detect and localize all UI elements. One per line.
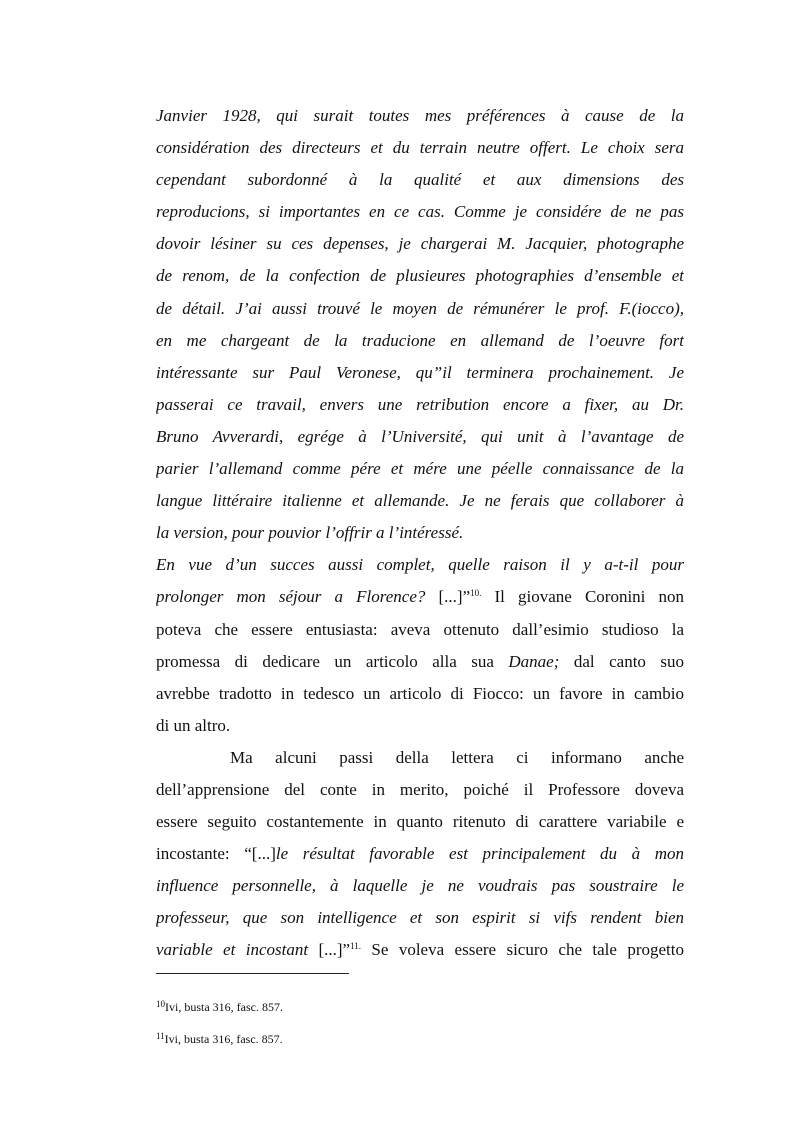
- text-line: Ma alcuni passi della lettera ci informano anche: [230, 747, 684, 767]
- text-line: parier l’allemand comme pére et mére une péelle connaissance de la: [156, 459, 684, 479]
- footnote-ref-11[interactable]: 11.: [350, 941, 362, 952]
- text-line: poteva che essere entusiasta: aveva ottenuto dall’esimio studioso la: [156, 619, 684, 639]
- text-line: cependant subordonné à la qualité et aux dimensions des: [156, 170, 684, 190]
- footnote-number: 11: [156, 1031, 165, 1041]
- body-text: incostante: “[...]: [156, 844, 276, 864]
- ellipsis-text: [...]”: [438, 587, 471, 607]
- text-line: de renom, de la confection de plusieures photographies d’ensemble et: [156, 266, 684, 286]
- footnote-text: Ivi, busta 316, fasc. 857.: [164, 1032, 283, 1046]
- footnote-ref-10[interactable]: 10.: [470, 588, 482, 599]
- footnote-10: [156, 1000, 283, 1014]
- text-line: professeur, que son intelligence et son espirit si vifs rendent bien: [156, 908, 684, 928]
- body-text: Il giovane Coronini non: [494, 587, 684, 607]
- quote-text: variable et incostant: [156, 940, 309, 960]
- footnote-11: [156, 1032, 283, 1046]
- text-line: Janvier 1928, qui surait toutes mes préférences à cause de la: [156, 106, 684, 125]
- text-line: dell’apprensione del conte in merito, poiché il Professore doveva: [156, 779, 684, 799]
- text-line: [156, 838, 684, 870]
- text-line: [156, 934, 684, 966]
- ellipsis-text: [...]”: [318, 940, 351, 960]
- text-line: En vue d’un succes aussi complet, quelle raison il y a-t-il pour: [156, 555, 684, 575]
- body-text: dal canto suo: [573, 651, 684, 671]
- text-line: [156, 581, 684, 613]
- text-line: la version, pour pouvior l’offrir a l’intéressé.: [156, 523, 464, 543]
- text-line: de détail. J’ai aussi trouvé le moyen de rémunérer le prof. F.(iocco),: [156, 298, 684, 318]
- text-line: influence personnelle, à laquelle je ne voudrais pas soustraire le: [156, 876, 684, 896]
- footnote-number: 10: [156, 999, 165, 1009]
- text-line: considération des directeurs et du terrain neutre offert. Le choix sera: [156, 138, 684, 158]
- quote-text: prolonger mon séjour a Florence?: [156, 587, 426, 607]
- text-line: en me chargeant de la traducione en allemand de l’oeuvre fort: [156, 330, 684, 350]
- artwork-title: Danae;: [508, 651, 560, 671]
- text-line: avrebbe tradotto in tedesco un articolo di Fiocco: un favore in cambio: [156, 683, 684, 703]
- body-text: Se voleva essere sicuro che tale progetto: [371, 940, 684, 960]
- text-line: [156, 646, 684, 678]
- text-line: Bruno Avverardi, egrége à l’Université, qui unit à l’avantage de: [156, 426, 684, 446]
- text-line: dovoir lésiner su ces depenses, je chargerai M. Jacquier, photographe: [156, 234, 684, 254]
- quote-text: le résultat favorable est principalement du à mon: [275, 844, 684, 864]
- text-line: passerai ce travail, envers une retribution encore a fixer, au Dr.: [156, 394, 684, 414]
- footnote-text: Ivi, busta 316, fasc. 857.: [165, 1000, 283, 1014]
- text-line: intéressante sur Paul Veronese, qu”il terminera prochainement. Je: [156, 362, 684, 382]
- text-line: di un altro.: [156, 715, 231, 735]
- footnote-divider: [156, 973, 349, 974]
- text-line: essere seguito costantemente in quanto ritenuto di carattere variabile e: [156, 812, 684, 832]
- text-line: reproducions, si importantes en ce cas. Comme je considére de ne pas: [156, 202, 684, 222]
- document-body: [156, 100, 684, 967]
- text-line: langue littéraire italienne et allemande. Je ne ferais que collaborer à: [156, 491, 684, 511]
- body-text: promessa di dedicare un articolo alla sua: [156, 651, 494, 671]
